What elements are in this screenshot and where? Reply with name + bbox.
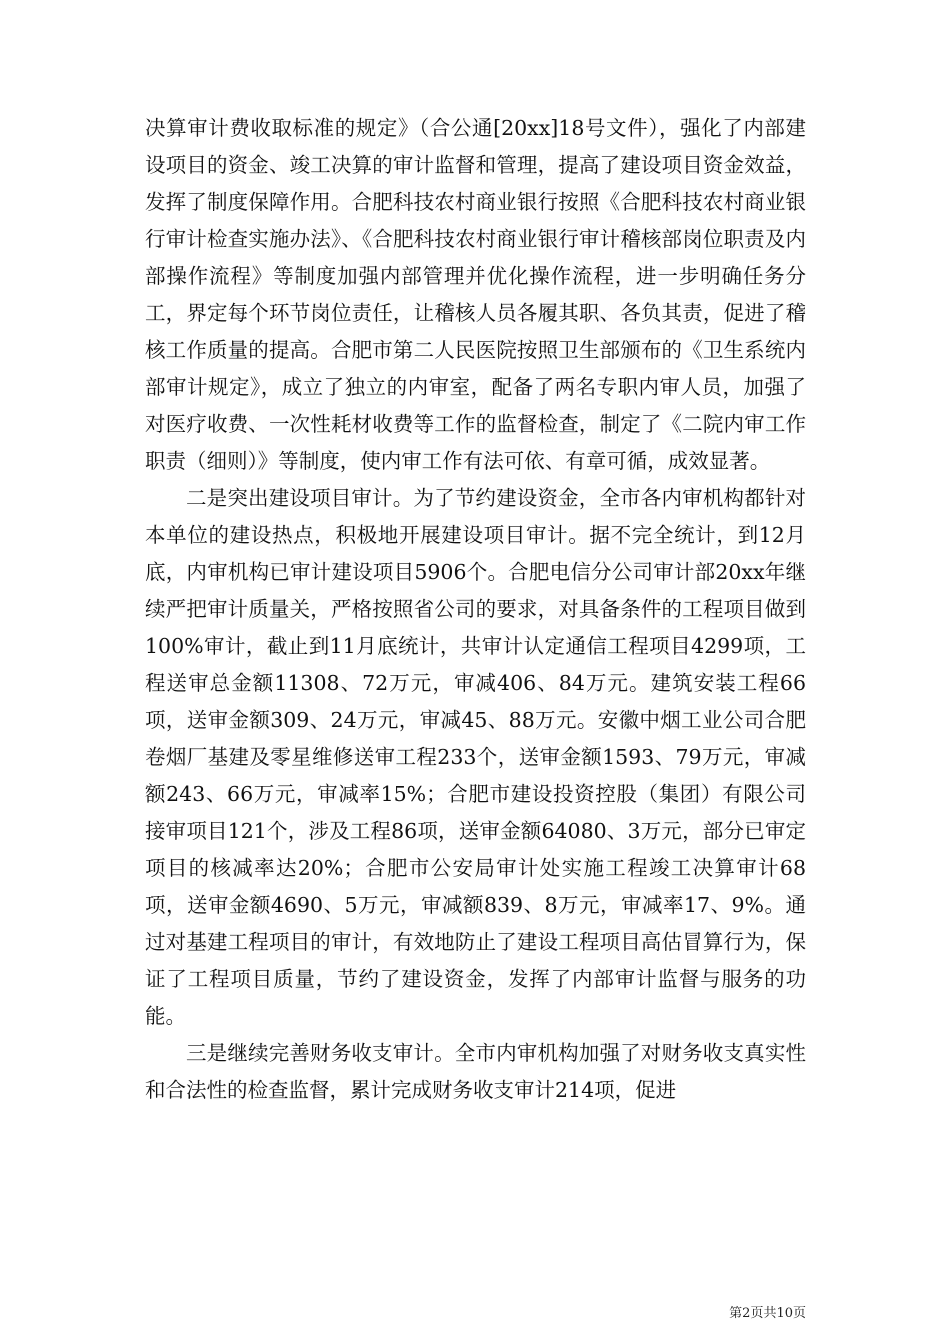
page-number: 第2页共10页: [729, 1306, 806, 1321]
document-body: [145, 110, 806, 1109]
paragraph-construction-audit: 二是突出建设项目审计。为了节约建设资金，全市各内审机构都针对本单位的建设热点，积极地开展建设项目审计。据不完全统计，到12月底，内审机构已审计建设项目5906个。合肥电信分公司审计部20xx年继续严把审计质量关，严格按照省公司的要求，对具备条件的工程项目做到100%审计，截止到11月底统计，共审计认定通信工程项目4299项，工程送审总金额11308、72万元，审减406、84万元。建筑安装工程66项，送审金额309、24万元，审减45、88万元。安徽中烟工业公司合肥卷烟厂基建及零星维修送审工程233个，送审金额1593、79万元，审减额243、66万元，审减率15%；合肥市建设投资控股（集团）有限公司接审项目121个，涉及工程86项，送审金额64080、3万元，部分已审定项目的核减率达20%；合肥市公安局审计处实施工程竣工决算审计68项，送审金额4690、5万元，审减额839、8万元，审减率17、9%。通过对基建工程项目的审计，有效地防止了建设工程项目高估冒算行为，保证了工程项目质量，节约了建设资金，发挥了内部审计监督与服务的功能。: [145, 486, 806, 1028]
paragraph-intro: 决算审计费收取标准的规定》（合公通[20xx]18号文件），强化了内部建设项目的资金、竣工决算的审计监督和管理，提高了建设项目资金效益，发挥了制度保障作用。合肥科技农村商业银行按照《合肥科技农村商业银行审计检查实施办法》、《合肥科技农村商业银行审计稽核部岗位职责及内部操作流程》等制度加强内部管理并优化操作流程，进一步明确任务分工，界定每个环节岗位责任，让稽核人员各履其职、各负其责，促进了稽核工作质量的提高。合肥市第二人民医院按照卫生部颁布的《卫生系统内部审计规定》，成立了独立的内审室，配备了两名专职内审人员，加强了对医疗收费、一次性耗材收费等工作的监督检查，制定了《二院内审工作职责（细则）》等制度，使内审工作有法可依、有章可循，成效显著。: [145, 116, 806, 473]
paragraph-financial-audit: 三是继续完善财务收支审计。全市内审机构加强了对财务收支真实性和合法性的检查监督，累计完成财务收支审计214项，促进: [145, 1041, 806, 1102]
